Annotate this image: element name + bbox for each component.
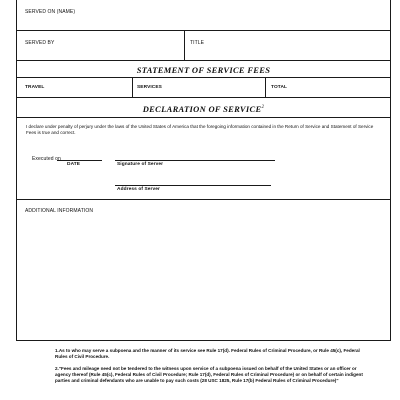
fees-divider-1 <box>132 78 133 97</box>
served-by-label: SERVED BY <box>25 40 55 46</box>
fees-total-label: TOTAL <box>271 85 288 90</box>
fees-services-label: SERVICES <box>137 85 162 90</box>
service-fees-columns-row <box>17 78 390 98</box>
address-line <box>115 185 271 186</box>
additional-info-section <box>17 200 390 341</box>
signature-label: Signature of Server <box>117 162 164 167</box>
declaration-heading <box>17 104 390 114</box>
footnote-2: 2."Fees and mileage need not be tendered to the witness upon service of a subpoena issued on behalf of the United States or an officer or agency thereof (Rule 45(c), Federal Rules of Civil Procedure; Rule 17(d), Federal Rules of Criminal Procedure) or on behalf of certain indigent parties and criminal defendants who are unable to pay such costs (28 USC 1825, Rule 17(b) Federal Rules of Criminal Procedure)" <box>55 366 363 383</box>
executed-on-label: Executed on <box>32 156 61 162</box>
served-on-label: SERVED ON (NAME) <box>25 9 76 15</box>
title-label: TITLE <box>190 40 205 46</box>
served-on-row <box>17 0 390 31</box>
service-fees-heading: STATEMENT OF SERVICE FEES <box>136 65 271 75</box>
address-label: Address of Server <box>117 187 161 192</box>
fees-divider-2 <box>265 78 266 97</box>
declaration-text: I declare under penalty of perjury under the laws of the United States of America that the foregoing information contained in the Return of Service and Statement of Service Fees is true and correct. <box>26 124 374 135</box>
declaration-body <box>17 118 390 200</box>
declaration-heading-text: DECLARATION OF SERVICE <box>142 104 262 114</box>
service-fees-heading-row <box>17 61 390 78</box>
served-by-divider <box>184 31 185 60</box>
date-line <box>57 160 102 161</box>
footnote-1: 1.As to who may serve a subpoena and the manner of its service see Rule 17(d). Federal Rules of Criminal Procedure, or Rule 45(c), Federal Rules of Civil Procedure. <box>55 348 360 359</box>
served-by-row <box>17 31 390 61</box>
declaration-heading-row <box>17 98 390 118</box>
declaration-footnote-mark: 2 <box>261 105 265 111</box>
signature-line <box>115 160 275 161</box>
return-of-service-form <box>16 0 391 341</box>
additional-info-label: ADDITIONAL INFORMATION <box>25 208 94 214</box>
fees-travel-label: TRAVEL <box>25 85 45 90</box>
date-label: DATE <box>67 162 81 167</box>
